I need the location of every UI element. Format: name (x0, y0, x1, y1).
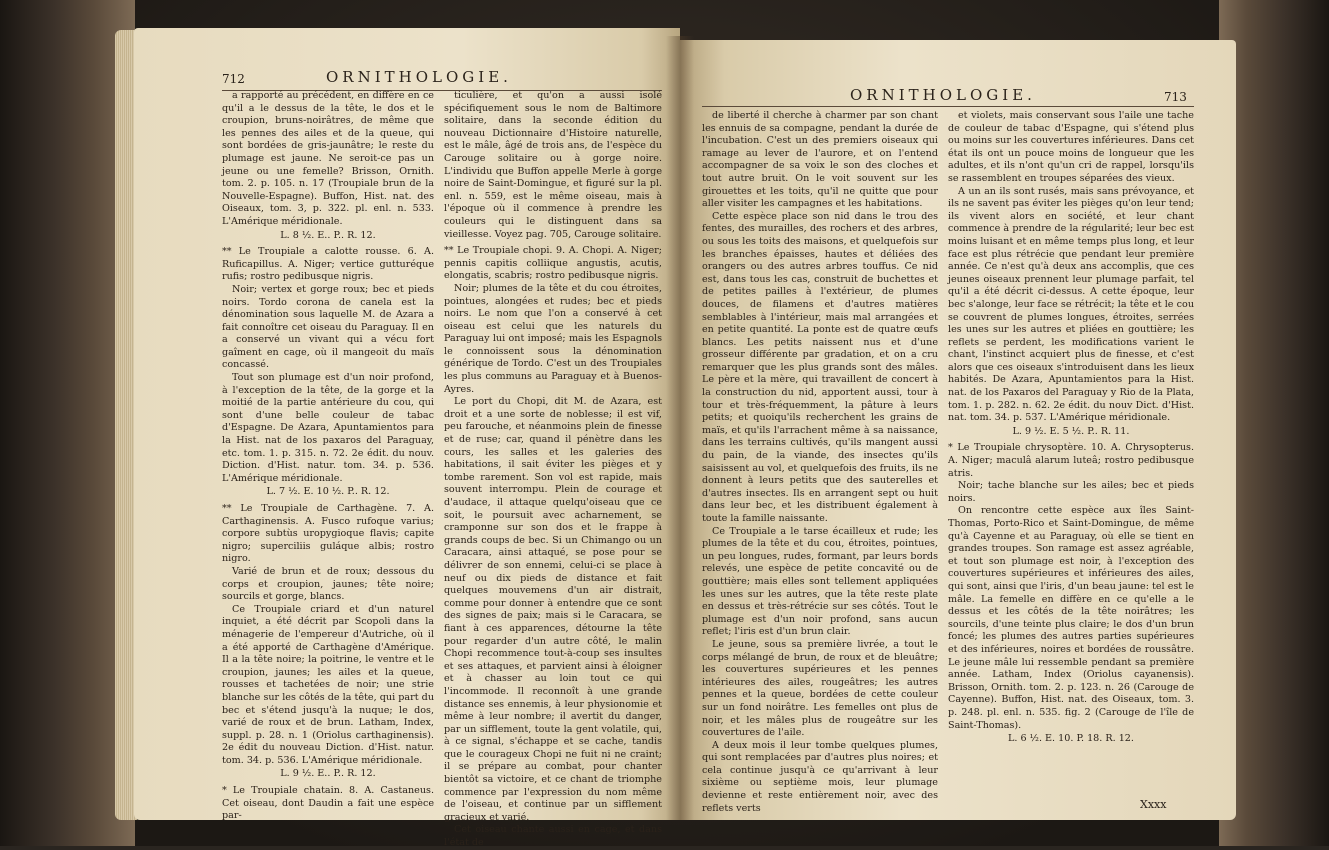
paragraph: ticulière, et qu'on a aussi isolé spécifiquement sous le nom de Baltimore solitaire, dans la seconde édition du nouveau Dictionnaire d'Histoire naturelle, est le mâle, âgé de trois ans, de l'espèce du Carouge solitaire ou à gorge noire. L'individu que Buffon appelle Merle à gorge noire de Saint-Domingue, et figuré sur la pl. enl. n. 559, est le même oiseau, mais à l'époque où il commence à prendre les couleurs qui le distinguent dans sa vieillesse. Voyez pag. 705, Carouge solitaire. (444, 90, 662, 240)
paragraph: Noir; vertex et gorge roux; bec et pieds noirs. Tordo corona de canela est la dénomination sous laquelle M. de Azara a fait connoître cet oiseau du Paraguay. Il en a conservé un vivant qui a vécu fort gaîment en cage, où il mangeoit du maïs concassé. (222, 283, 434, 371)
paragraph: Varié de brun et de roux; dessous du corps et croupion, jaunes; tête noire; sourcils et gorge, blancs. (222, 565, 434, 603)
paragraph: Le jeune, sous sa première livrée, a tout le corps mélangé de brun, de roux et de bleuâtre; les couvertures supérieures et les pennes intérieures des ailes, rougeâtres; les autres pennes et la queue, bordées de cette couleur sur un fond noirâtre. Les femelles ont plus de noir, et les mâles plus de rougeâtre sur les couvertures de l'aile. (702, 638, 938, 739)
right-header-rule (702, 106, 1194, 107)
paragraph: Ce Troupiale criard et d'un naturel inquiet, a été décrit par Scopoli dans la ménagerie de l'empereur d'Autriche, où il a été apporté de Carthagène d'Amérique. Il a la tête noire; la poitrine, le ventre et le croupion, jaunes; les ailes et la queue, rousses et tachetées de noir; une strie blanche sur les côtés de la tête, qui part du bec et s'étend jusqu'à la nuque; le dos, varié de roux et de brun. Latham, Index, suppl. p. 28. n. 1 (Oriolus carthaginensis). 2e édit du nouveau Diction. d'Hist. natur. tom. 34. p. 536. L'Amérique méridionale. (222, 603, 434, 766)
left-column-2 (444, 90, 662, 850)
paragraph: A un an ils sont rusés, mais sans prévoyance, et ils ne savent pas éviter les pièges qu'on leur tend; ils vivent alors en société, et leur chant commence à prendre de la régularité; leur bec est moins luisant et en même temps plus long, et leur face est plus rétrécie que pendant leur première année. Ce n'est qu'à deux ans accomplis, que ces jeunes oiseaux prennent leur plumage parfait, tel qu'il a été décrit ci-dessus. A cette époque, leur bec s'alonge, leur face se rétrécit; la tête et le cou se couvrent de plumes longues, étroites, serrées les unes sur les autres et pliées en gouttière; les reflets se perdent, les modifications varient le chant, l'instinct acquiert plus de finesse, et c'est alors que ces oiseaux s'introduisent dans les lieux habités. De Azara, Apuntamientos para la Hist. nat. de los Paxaros del Paraguay y Rio de la Plata, tom. 1. p. 282. n. 62. 2e édit. du nouv Dict. d'Hist. nat. tom. 34. p. 537. L'Amérique méridionale. (948, 185, 1194, 424)
paragraph: et violets, mais conservant sous l'aile une tache de couleur de tabac d'Espagne, qui s'étend plus ou moins sur les couvertures inférieures. Dans cet état ils ont un pouce moins de longueur que les adultes, et ils n'ont qu'un cri de rappel, lorsqu'ils se rassemblent en troupes séparées des vieux. (948, 110, 1194, 184)
book-gutter (666, 36, 694, 820)
measurement-line: L. 9 ½. E. 5 ½. P.. R. 11. (1012, 425, 1130, 437)
right-running-header: ORNITHOLOGIE. (850, 86, 1036, 104)
right-page-number: 713 (1164, 90, 1187, 104)
species-heading: ** Le Troupiale de Carthagène. 7. A. Carthaginensis. A. Fusco rufoque varius; corpore subtùs uropygioque flavis; capite nigro; superciliis guláque albis; rostro nigro. (222, 503, 434, 565)
signature-mark: Xxxx (1140, 798, 1167, 811)
measurement-line: L. 9 ½. E.. P.. R. 12. (280, 768, 376, 780)
paragraph: Noir; tache blanche sur les ailes; bec et pieds noirs. (948, 480, 1194, 504)
measurement-line: L. 6 ½. E. 10. P. 18. R. 12. (1008, 733, 1134, 745)
paragraph: Le port du Chopi, dit M. de Azara, est droit et a une sorte de noblesse; il est vif, peu farouche, et néanmoins plein de finesse et de ruse; car, quand il pénètre dans les cours, les salles et les galeries des habitations, il sait éviter les pièges et y tombe rarement. Son vol est rapide, mais souvent interrompu. Plein de courage et d'audace, il attaque quelqu'oiseau que ce soit, le poursuit avec acharnement, se cramponne sur son dos et le frappe à grands coups de bec. Si un Chimango ou un Caracara, ainsi attaqué, se pose pour se délivrer de son ennemi, celui-ci se place à neuf ou dix pieds de distance et fait quelques mouvemens d'un air distrait, comme pour donner à entendre que ce sont des signes de paix; mais si le Caracara, se fiant à ces apparences, détourne la tête pour regarder d'un autre côté, le malin Chopi recommence tout-à-coup ses insultes et ses attaques, et parvient ainsi à éloigner et à chasser au loin tout ce qui l'incommode. Il reconnoît à une grande distance ses ennemis, à leur physionomie et même à leur nombre; il avertit du danger, par un sifflement, toute la gent volatile, qui, à ce signal, s'échappe et se cache, tandis que le courageux Chopi ne fuit ni ne craint; il se prépare au combat, pour chanter bientôt sa victoire, et ce chant de triomphe commence par l'expression du nom même de l'oiseau, et continue par un sifflement gracieux et varié. (444, 396, 662, 823)
species-heading: ** Le Troupiale a calotte rousse. 6. A. Ruficapillus. A. Niger; vertice gutturéque rufis; rostro pedibusque nigris. (222, 246, 434, 283)
left-column-1 (222, 90, 434, 823)
paragraph: A deux mois il leur tombe quelques plumes, qui sont remplacées par d'autres plus noires; et cela continue jusqu'à ce qu'arrivant à leur sixième ou septième mois, leur plumage devienne et reste entièrement noir, avec des reflets verts (702, 739, 938, 814)
right-page (680, 40, 1236, 820)
paragraph: de liberté il cherche à charmer par son chant les ennuis de sa compagne, pendant la durée de l'incubation. C'est un des premiers oiseaux qui ramage au lever de l'aurore, et on l'entend accompagner de sa voix le son des cloches et tout autre bruit. On le voit souvent sur les girouettes et les toits, qu'il ne quitte que pour aller visiter les campagnes et les habitations. (702, 110, 938, 210)
right-column-1 (702, 110, 938, 815)
paragraph: Ce Troupiale a le tarse écailleux et rude; les plumes de la tête et du cou, étroites, pointues, un peu longues, rudes, formant, par leurs bords relevés, une espèce de petite concavité ou de gouttière; mais elles sont tellement appliquées les unes sur les autres, que la tête reste plate en dessus et très-rétrécie sur ses côtés. Tout le plumage est d'un noir profond, sans aucun reflet; l'iris est d'un brun clair. (702, 525, 938, 638)
paragraph: a rapporté au précédent, en diffère en ce qu'il a le dessus de la tête, le dos et le croupion, bruns-noirâtres, de même que les pennes des ailes et de la queue, qui sont bordées de gris-jaunâtre; le reste du plumage est jaune. Ne seroit-ce pas un jeune ou une femelle? Brisson, Ornith. tom. 2. p. 105. n. 17 (Troupiale brun de la Nouvelle-Espagne). Buffon, Hist. nat. des Oiseaux, tom. 3, p. 322. pl. enl. n. 533. L'Amérique méridionale. (222, 90, 434, 227)
measurement-line: L. 8 ½. E.. P.. R. 12. (280, 229, 376, 241)
left-page (134, 28, 680, 849)
paragraph: Tout son plumage est d'un noir profond, à l'exception de la tête, de la gorge et la moitié de la partie antérieure du cou, qui sont d'une belle couleur de tabac d'Espagne. De Azara, Apuntamientos para la Hist. nat de los paxaros del Paraguay, etc. tom. 1. p. 315. n. 72. 2e édit. du nouv. Diction. d'Hist. natur. tom. 34. p. 536. L'Amérique méridionale. (222, 372, 434, 484)
species-heading: * Le Troupiale chrysoptère. 10. A. Chrysopterus. A. Niger; maculâ alarum luteâ; rostro pedibusque atris. (948, 442, 1194, 479)
left-page-number: 712 (222, 72, 245, 86)
paragraph: Cette espèce place son nid dans le trou des fentes, des murailles, des rochers et des arbres, ou sous les toits des maisons, et quelquefois sur les branches épaisses, hautes et déliées des orangers ou des autres arbres touffus. Ce nid est, dans tous les cas, construit de buchettes et de petites pailles à l'extérieur, de plumes douces, de filamens et d'autres matières semblables à l'intérieur, mais mal arrangées et en petite quantité. La ponte est de quatre œufs blancs. Les petits naissent nus et d'une grosseur différente par gradation, et on a cru remarquer que les plus grands sont des mâles. Le père et la mère, qui travaillent de concert à la construction du nid, apportent aussi, tour à tour et très-fréquemment, la pâture à leurs petits; et quoiqu'ils recherchent les grains de maïs, et qu'ils l'arrachent même à sa naissance, dans les terrains cultivés, qu'ils mangent aussi du pain, de la viande, des insectes qu'ils saisissent au vol, et quelquefois des fruits, ils ne donnent à leurs petits que des sauterelles et d'autres insectes. Ils en arrangent sept ou huit dans leur bec, et les distribuent également à toute la famille naissante. (702, 210, 938, 524)
paragraph: Cet oiseau chante aussi en cage, et dans l'état de (444, 824, 662, 849)
measurement-line: L. 7 ½. E. 10 ½. P.. R. 12. (266, 486, 390, 498)
left-running-header: ORNITHOLOGIE. (326, 68, 512, 86)
paragraph: Noir; plumes de la tête et du cou étroites, pointues, alongées et rudes; bec et pieds noirs. Le nom que l'on a conservé à cet oiseau est celui que les naturels du Paraguay lui ont imposé; mais les Espagnols le connoissent sous la dénomination générique de Tordo. C'est un des Troupiales les plus communs au Paraguay et à Buenos-Ayres. (444, 282, 662, 395)
species-heading: ** Le Troupiale chopi. 9. A. Chopi. A. Niger; pennis capitis colliique angustis, acutis, elongatis, scabris; rostro pedibusque nigris. (444, 245, 662, 282)
paragraph: On rencontre cette espèce aux îles Saint-Thomas, Porto-Rico et Saint-Domingue, de même qu'à Cayenne et au Paraguay, où elle se tient en grandes troupes. Son ramage est assez agréable, et tout son plumage est noir, à l'exception des couvertures supérieures et inférieures des ailes, qui sont, ainsi que l'iris, d'un beau jaune: tel est le mâle. La femelle en diffère en ce qu'elle a le dessus et les côtés de la tête noirâtres; les sourcils, d'une teinte plus claire; le dos d'un brun foncé; les plumes des autres parties supérieures et des inférieures, noires et bordées de roussâtre. Le jeune mâle lui ressemble pendant sa première année. Latham, Index (Oriolus cayanensis). Brisson, Ornith. tom. 2. p. 123. n. 26 (Carouge de Cayenne). Buffon, Hist. nat. des Oiseaux, tom. 3. p. 248. pl. enl. n. 535. fig. 2 (Carouge de l'île de Saint-Thomas). (948, 505, 1194, 731)
species-heading: * Le Troupiale chatain. 8. A. Castaneus. Cet oiseau, dont Daudin a fait une espèce par- (222, 785, 434, 822)
right-column-2 (948, 110, 1194, 750)
